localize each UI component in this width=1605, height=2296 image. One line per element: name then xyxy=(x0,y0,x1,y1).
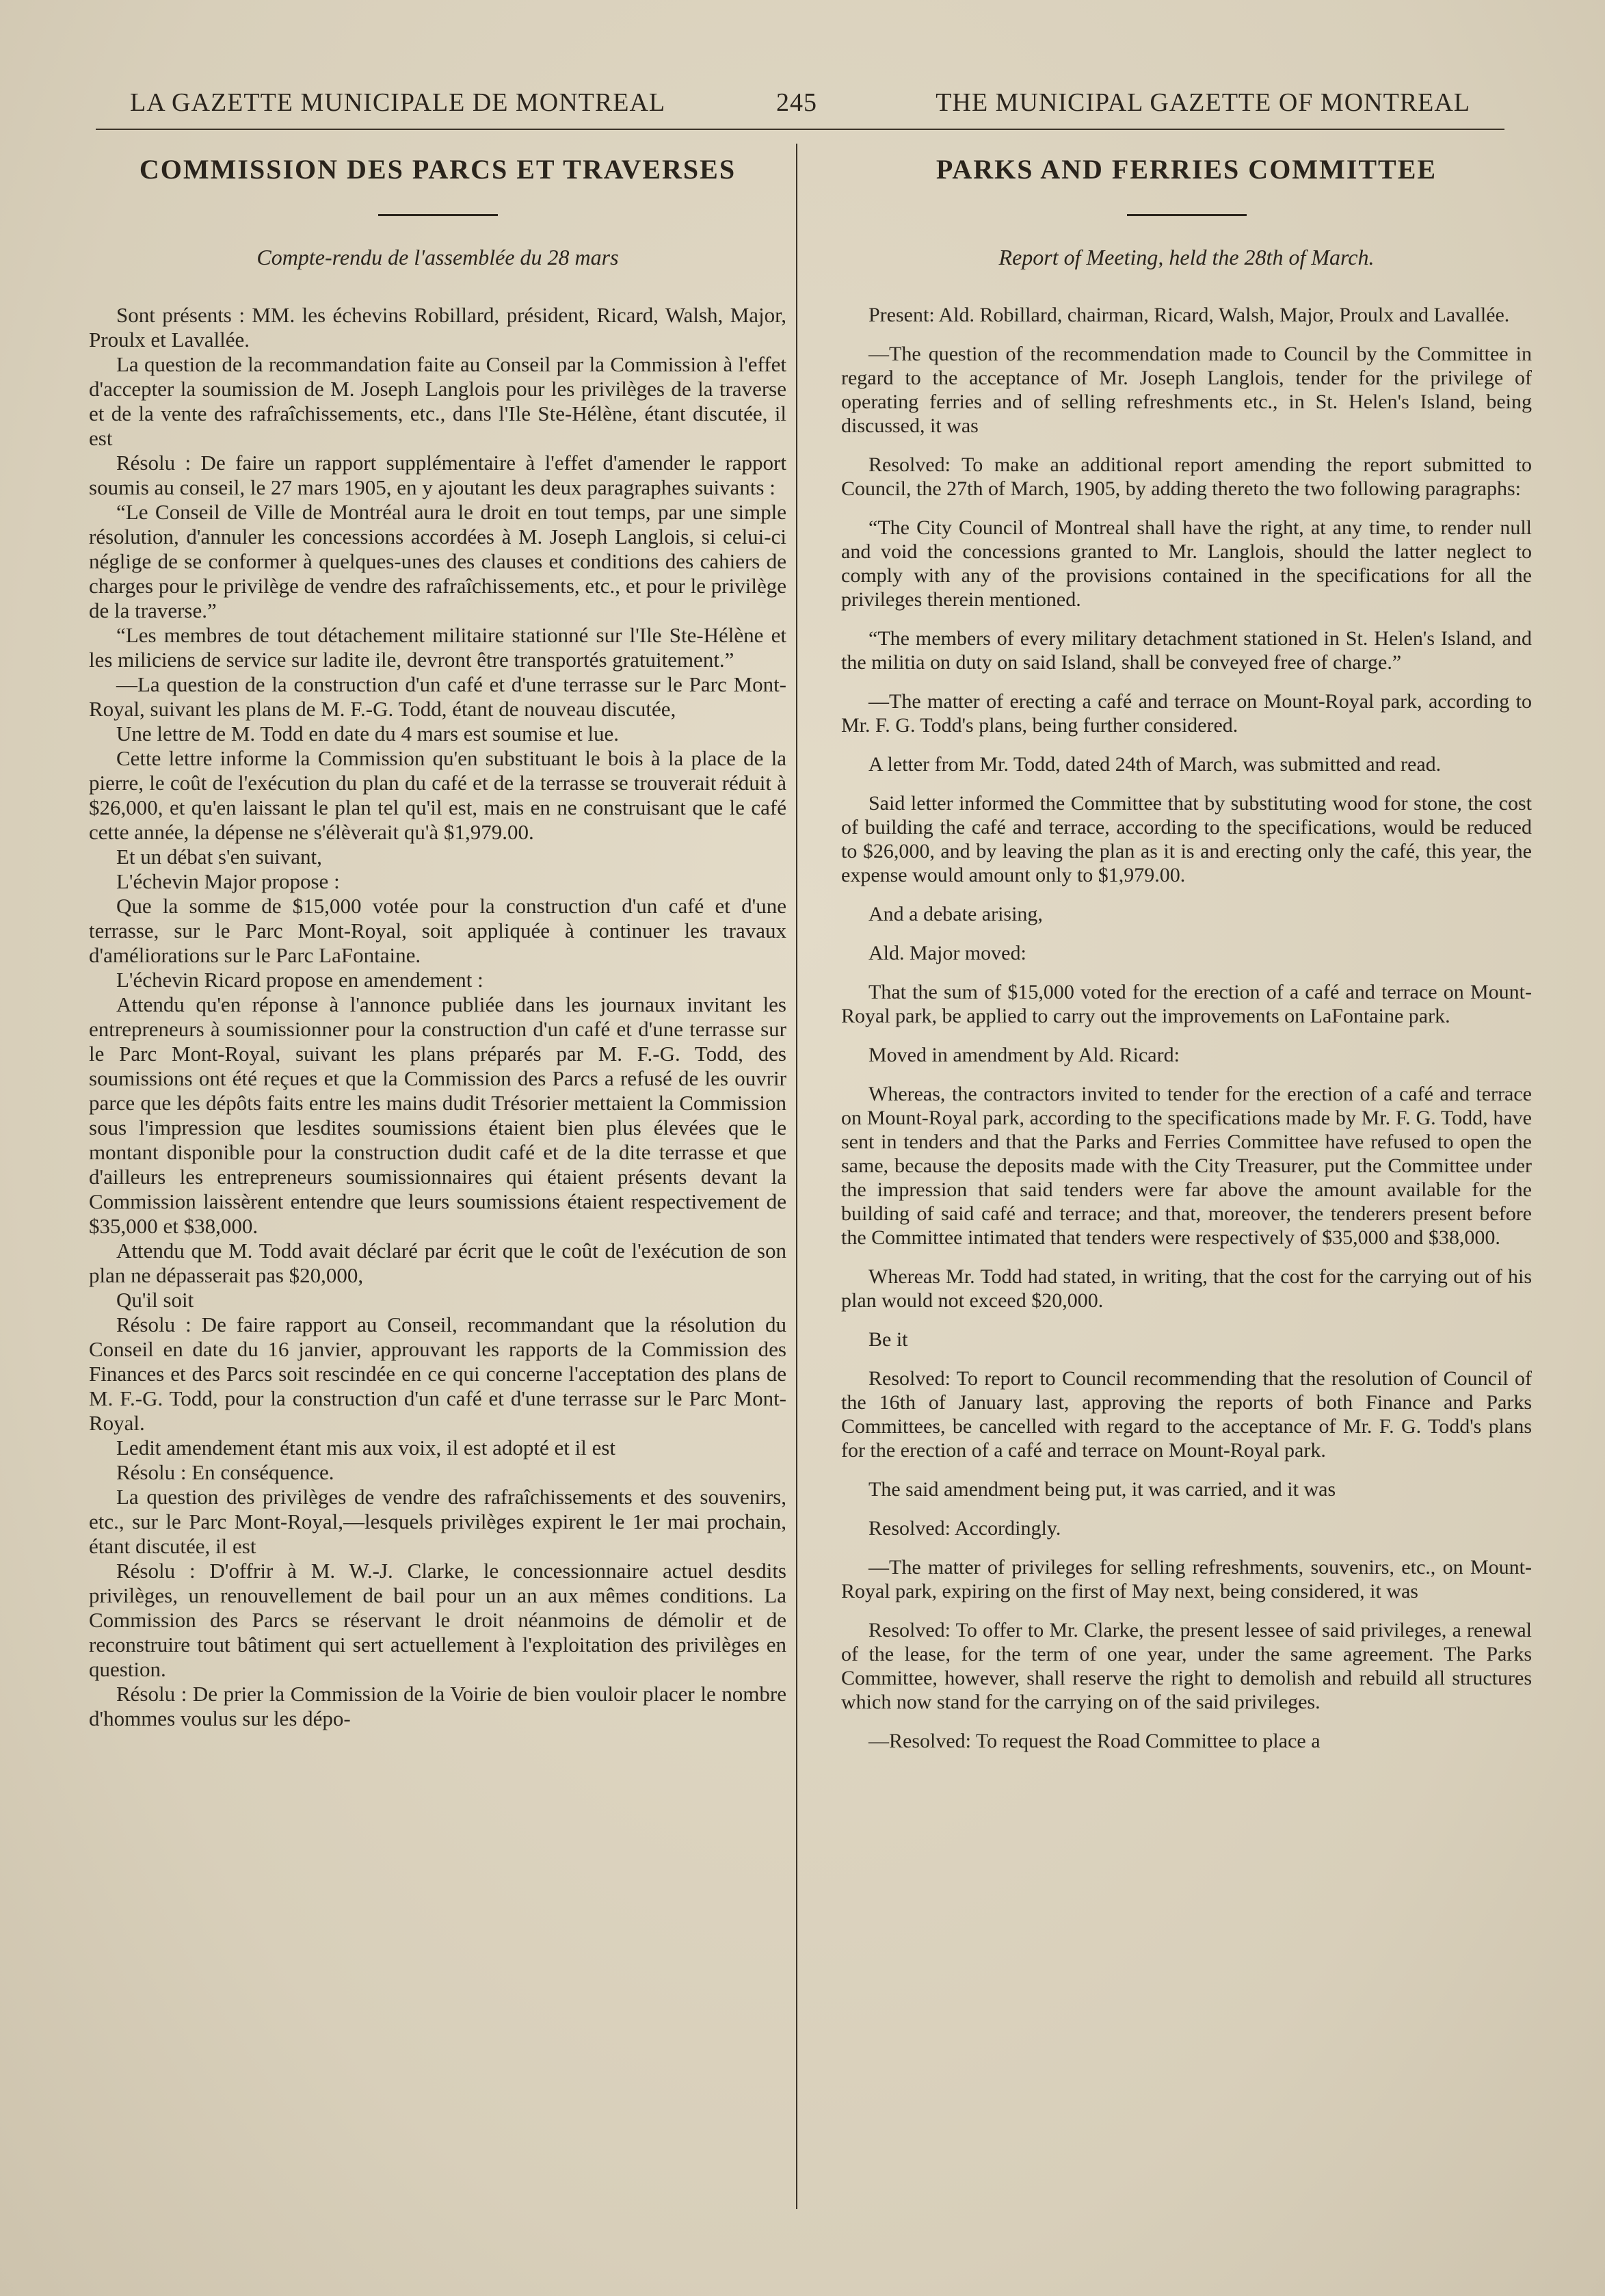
english-column xyxy=(841,145,1532,1768)
paragraph: And a debate arising, xyxy=(868,903,1043,925)
header-english-title: THE MUNICIPAL GAZETTE OF MONTREAL xyxy=(936,88,1470,117)
paragraph: Said letter informed the Committee that by substituting wood for stone, the cost of building the café and terrace, according to the specifications, would be reduced to $26,000, and by leaving the plan as it is and erecting only the café, this year, the expense would amount only to $1,979.00. xyxy=(841,792,1532,886)
paragraph: —The matter of erecting a café and terrace on Mount-Royal park, according to Mr. F. G. Todd's plans, being further considered. xyxy=(841,690,1532,737)
paragraph: —Resolved: To request the Road Committee to place a xyxy=(868,1730,1321,1752)
french-column xyxy=(89,145,786,1731)
title-rule xyxy=(378,214,498,216)
paragraph: Resolved: To make an additional report amending the report submitted to Council, the 27th of March, 1905, by adding thereto the two following paragraphs: xyxy=(841,453,1532,500)
french-subtitle: Compte-rendu de l'assemblée du 28 mars xyxy=(256,245,619,269)
paragraph: Qu'il soit xyxy=(116,1288,194,1312)
english-body xyxy=(841,303,1532,1753)
paragraph: Que la somme de $15,000 votée pour la construction d'un café et d'une terrasse, sur le Parc Mont-Royal, soit appliquée à continuer les travaux d'améliorations sur le Parc LaFontaine. xyxy=(89,894,786,967)
paragraph: Une lettre de M. Todd en date du 4 mars est soumise et lue. xyxy=(116,722,620,745)
paragraph: Whereas, the contractors invited to tender for the erection of a café and terrace on Mount-Royal park, according to the specifications made by Mr. F. G. Todd, have sent in tenders and that the Parks and Ferries Committee have refused to open the same, because the deposits made with the City Treasurer, put the Committee under the impression that said tenders were far above the amount available for the building of said café and terrace; and that, moreover, the tenderers present before the Committee intimated that tenders were respectively of $35,000 and $38,000. xyxy=(841,1083,1532,1249)
paragraph: Ledit amendement étant mis aux voix, il est adopté et il est xyxy=(116,1436,616,1460)
paragraph: Moved in amendment by Ald. Ricard: xyxy=(868,1044,1180,1066)
french-body xyxy=(89,303,786,1731)
paragraph: Sont présents : MM. les échevins Robillard, président, Ricard, Walsh, Major, Proulx et Lavallée. xyxy=(89,303,786,352)
paragraph: La question des privilèges de vendre des rafraîchissements et des souvenirs, etc., sur le Parc Mont-Royal,—lesquels privilèges expirent le 1er mai prochain, étant discutée, il est xyxy=(89,1485,786,1558)
paragraph: Résolu : De faire un rapport supplémentaire à l'effet d'amender le rapport soumis au conseil, le 27 mars 1905, en y ajoutant les deux paragraphes suivants : xyxy=(89,451,786,499)
header-rule xyxy=(96,129,1504,130)
paragraph: Whereas Mr. Todd had stated, in writing, that the cost for the carrying out of his plan would not exceed $20,000. xyxy=(841,1265,1532,1312)
paragraph: A letter from Mr. Todd, dated 24th of March, was submitted and read. xyxy=(868,753,1442,776)
paragraph: Résolu : De faire rapport au Conseil, recommandant que la résolution du Conseil en date du 16 janvier, approuvant les rapports de la Commission des Finances et des Parcs soit rescindée en ce qui concerne l'acceptation des plans de M. F.-G. Todd, pour la construction d'un café et d'une terrasse sur le Parc Mont-Royal. xyxy=(89,1312,786,1435)
paragraph: Attendu qu'en réponse à l'annonce publiée dans les journaux invitant les entrepreneurs à soumissionner pour la construction d'un café et d'une terrasse sur le Parc Mont-Royal, suivant les plans préparés par M. F.-G. Todd, des soumissions ont été reçues et que la Commission des Parcs a refusé de les ouvrir parce que les dépôts faits entre les mains dudit Trésorier mettaient la Commission sous l'impression que lesdites soumissions étaient bien plus élevées que le montant disponible pour la construction dudit café et de la dite terrasse et que d'ailleurs les entrepreneurs soumissionnaires qui étaient présents devant la Commission laissèrent entendre que leurs soumissions étaient respectivement de $35,000 et $38,000. xyxy=(89,992,786,1238)
paragraph: —The question of the recommendation made to Council by the Committee in regard to the acceptance of Mr. Joseph Langlois, tender for the privilege of operating ferries and of selling refreshments etc., in St. Helen's Island, being discussed, it was xyxy=(841,343,1532,437)
paragraph: —La question de la construction d'un café et d'une terrasse sur le Parc Mont-Royal, suivant les plans de M. F.-G. Todd, étant de nouveau discutée, xyxy=(89,672,786,721)
paragraph: Et un débat s'en suivant, xyxy=(116,845,322,869)
paragraph: Resolved: To offer to Mr. Clarke, the present lessee of said privileges, a renewal of the lease, for the term of one year, under the same agreement. The Parks Committee, however, shall reserve the right to demolish and rebuild all structures which now stand for the carrying on of the said privileges. xyxy=(841,1619,1532,1713)
paragraph: —The matter of privileges for selling refreshments, souvenirs, etc., on Mount-Royal park, expiring on the first of May next, being considered, it was xyxy=(841,1556,1532,1602)
french-section-title: COMMISSION DES PARCS ET TRAVERSES xyxy=(139,154,737,185)
paragraph: Résolu : En conséquence. xyxy=(116,1460,334,1484)
paragraph: “The City Council of Montreal shall have the right, at any time, to render null and void the concessions granted to Mr. Langlois, should the latter neglect to comply with any of the provisions contained in the specifications for all the privileges therein mentioned. xyxy=(841,516,1532,611)
page-number: 245 xyxy=(776,88,817,117)
paragraph: That the sum of $15,000 voted for the erection of a café and terrace on Mount-Royal park, be applied to carry out the improvements on LaFontaine park. xyxy=(841,981,1532,1027)
paragraph: Résolu : D'offrir à M. W.-J. Clarke, le concessionnaire actuel desdits privilèges, un renouvellement de bail pour un an aux mêmes conditions. La Commission des Parcs se réservant le droit néanmoins de démolir et de reconstruire tout bâtiment qui sert actuellement à l'exploitation des privilèges en question. xyxy=(89,1559,786,1681)
header-french-title: LA GAZETTE MUNICIPALE DE MONTREAL xyxy=(130,88,666,117)
paragraph: Resolved: To report to Council recommending that the resolution of Council of the 16th of January last, approving the reports of both Finance and Parks Committees, be cancelled with regard to the acceptance of Mr. F. G. Todd's plans for the erection of a café and terrace on Mount-Royal park. xyxy=(841,1367,1532,1462)
english-section-title: PARKS AND FERRIES COMMITTEE xyxy=(936,154,1437,185)
paragraph: “Les membres de tout détachement militaire stationné sur l'Ile Ste-Hélène et les miliciens de service sur ladite ile, devront être transportés gratuitement.” xyxy=(89,623,786,672)
paragraph: Ald. Major moved: xyxy=(868,942,1026,964)
paragraph: “Le Conseil de Ville de Montréal aura le droit en tout temps, par une simple résolution, d'annuler les concessions accordées à M. Joseph Langlois, si celui-ci néglige de se conformer à quelques-unes des clauses et conditions des cahiers de charges pour le privilège de vendre des rafraîchissements, etc., et pour le privilège de la traverse.” xyxy=(89,500,786,622)
paragraph: Be it xyxy=(868,1328,908,1351)
english-subtitle: Report of Meeting, held the 28th of March. xyxy=(998,245,1375,269)
title-rule xyxy=(1127,214,1247,216)
paragraph: Present: Ald. Robillard, chairman, Ricard, Walsh, Major, Proulx and Lavallée. xyxy=(868,304,1510,326)
paragraph: Attendu que M. Todd avait déclaré par écrit que le coût de l'exécution de son plan ne dépasserait pas $20,000, xyxy=(89,1239,786,1287)
paragraph: La question de la recommandation faite au Conseil par la Commission à l'effet d'accepter la soumission de M. Joseph Langlois pour les privilèges de la traverse et de la vente des rafraîchissements, etc., dans l'Ile Ste-Hélène, étant discutée, il est xyxy=(89,352,786,450)
paragraph: L'échevin Major propose : xyxy=(116,869,340,893)
paragraph: “The members of every military detachment stationed in St. Helen's Island, and the militia on duty on said Island, shall be conveyed free of charge.” xyxy=(841,627,1532,674)
column-divider xyxy=(796,144,797,2209)
paragraph: Cette lettre informe la Commission qu'en substituant le bois à la place de la pierre, le coût de l'exécution du plan du café et de la terrasse se trouverait réduit à $26,000, et qu'en laissant le plan tel qu'il est, mais en ne construisant que le café cette année, la dépense ne s'élèverait qu'à $1,979.00. xyxy=(89,746,786,844)
paragraph: The said amendment being put, it was carried, and it was xyxy=(868,1478,1336,1501)
paragraph: L'échevin Ricard propose en amendement : xyxy=(116,968,483,992)
paragraph: Resolved: Accordingly. xyxy=(868,1517,1061,1540)
paragraph: Résolu : De prier la Commission de la Voirie de bien vouloir placer le nombre d'hommes voulus sur les dépo- xyxy=(89,1682,786,1730)
running-head xyxy=(130,88,1470,126)
